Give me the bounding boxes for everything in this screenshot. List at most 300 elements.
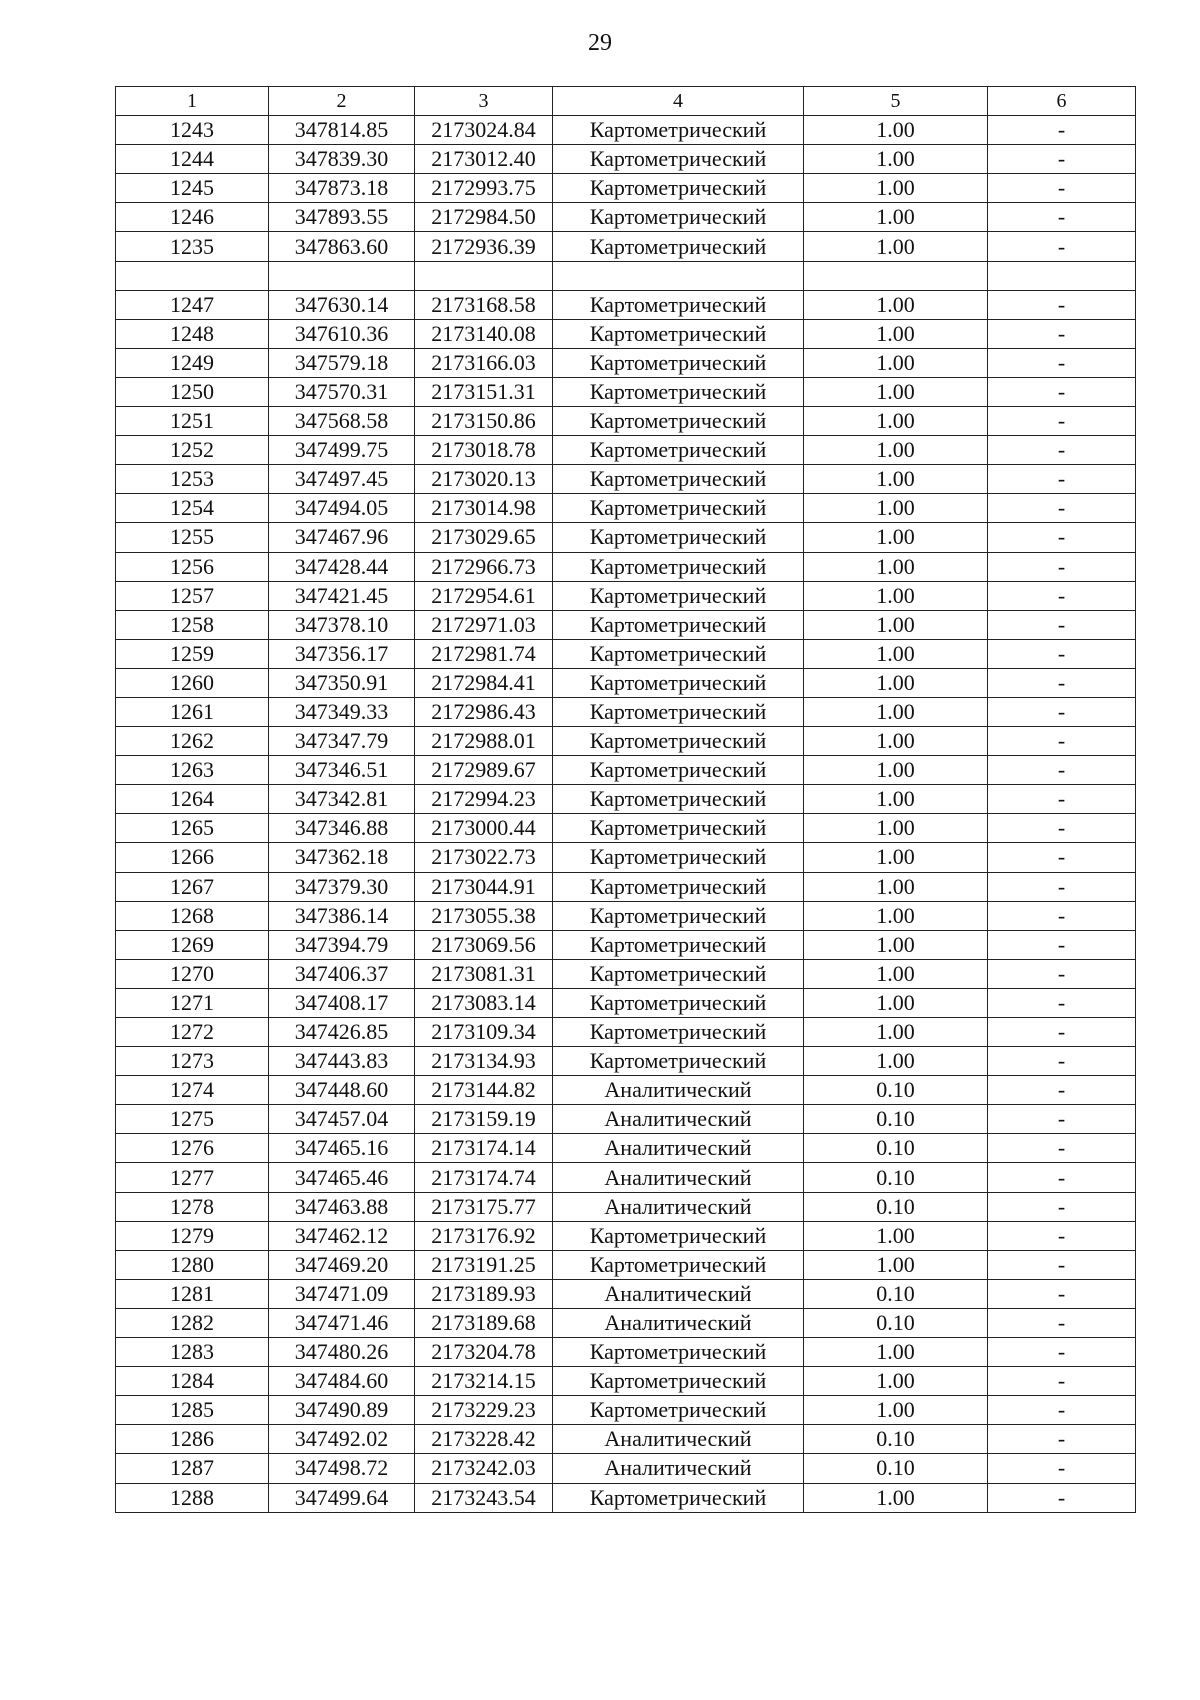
point-number-cell: 1277 [116, 1163, 269, 1192]
x-coordinate-cell: 347492.02 [269, 1425, 415, 1454]
table-row [116, 1076, 1136, 1105]
method-cell: Картометрический [553, 174, 804, 203]
accuracy-cell: 1.00 [804, 581, 988, 610]
accuracy-cell: 1.00 [804, 1483, 988, 1512]
method-cell: Картометрический [553, 465, 804, 494]
x-coordinate-cell: 347630.14 [269, 290, 415, 319]
accuracy-cell: 0.10 [804, 1425, 988, 1454]
y-coordinate-cell: 2173242.03 [415, 1454, 553, 1483]
note-cell: - [988, 901, 1136, 930]
y-coordinate-cell: 2172989.67 [415, 756, 553, 785]
accuracy-cell [804, 261, 988, 290]
x-coordinate-cell: 347421.45 [269, 581, 415, 610]
table-row [116, 552, 1136, 581]
coordinates-table [115, 86, 1136, 1513]
point-number-cell: 1275 [116, 1105, 269, 1134]
method-cell: Картометрический [553, 988, 804, 1017]
note-cell: - [988, 145, 1136, 174]
accuracy-cell: 1.00 [804, 465, 988, 494]
x-coordinate-cell: 347443.83 [269, 1047, 415, 1076]
method-cell: Картометрический [553, 668, 804, 697]
accuracy-cell: 0.10 [804, 1454, 988, 1483]
x-coordinate-cell: 347462.12 [269, 1221, 415, 1250]
x-coordinate-cell: 347579.18 [269, 348, 415, 377]
table-row [116, 1367, 1136, 1396]
method-cell: Картометрический [553, 552, 804, 581]
point-number-cell: 1249 [116, 348, 269, 377]
method-cell: Картометрический [553, 610, 804, 639]
table-row [116, 261, 1136, 290]
method-cell: Картометрический [553, 1367, 804, 1396]
note-cell: - [988, 232, 1136, 261]
note-cell: - [988, 697, 1136, 726]
method-cell: Картометрический [553, 348, 804, 377]
x-coordinate-cell: 347499.64 [269, 1483, 415, 1512]
note-cell: - [988, 1134, 1136, 1163]
accuracy-cell: 1.00 [804, 232, 988, 261]
point-number-cell: 1245 [116, 174, 269, 203]
note-cell: - [988, 494, 1136, 523]
x-coordinate-cell: 347350.91 [269, 668, 415, 697]
table-row [116, 959, 1136, 988]
accuracy-cell: 1.00 [804, 1367, 988, 1396]
point-number-cell: 1283 [116, 1338, 269, 1367]
note-cell: - [988, 1367, 1136, 1396]
method-cell: Картометрический [553, 494, 804, 523]
accuracy-cell: 1.00 [804, 988, 988, 1017]
y-coordinate-cell: 2173243.54 [415, 1483, 553, 1512]
point-number-cell: 1266 [116, 843, 269, 872]
x-coordinate-cell: 347490.89 [269, 1396, 415, 1425]
x-coordinate-cell: 347471.09 [269, 1279, 415, 1308]
method-cell: Картометрический [553, 203, 804, 232]
y-coordinate-cell: 2173029.65 [415, 523, 553, 552]
point-number-cell: 1285 [116, 1396, 269, 1425]
note-cell: - [988, 1425, 1136, 1454]
point-number-cell: 1264 [116, 785, 269, 814]
table-row [116, 377, 1136, 406]
x-coordinate-cell: 347426.85 [269, 1018, 415, 1047]
page-number: 29 [588, 30, 612, 56]
y-coordinate-cell: 2173000.44 [415, 814, 553, 843]
method-cell: Картометрический [553, 1396, 804, 1425]
x-coordinate-cell: 347448.60 [269, 1076, 415, 1105]
y-coordinate-cell: 2172984.50 [415, 203, 553, 232]
table-row [116, 610, 1136, 639]
accuracy-cell: 1.00 [804, 872, 988, 901]
method-cell: Картометрический [553, 872, 804, 901]
table-row [116, 290, 1136, 319]
method-cell: Аналитический [553, 1105, 804, 1134]
accuracy-cell: 1.00 [804, 843, 988, 872]
method-cell: Картометрический [553, 1338, 804, 1367]
note-cell: - [988, 756, 1136, 785]
point-number-cell: 1284 [116, 1367, 269, 1396]
table-row [116, 1192, 1136, 1221]
table-row [116, 1425, 1136, 1454]
note-cell: - [988, 1308, 1136, 1337]
table-row [116, 1483, 1136, 1512]
accuracy-cell: 1.00 [804, 668, 988, 697]
note-cell: - [988, 1076, 1136, 1105]
point-number-cell: 1250 [116, 377, 269, 406]
y-coordinate-cell: 2173191.25 [415, 1250, 553, 1279]
point-number-cell: 1282 [116, 1308, 269, 1337]
y-coordinate-cell: 2173174.14 [415, 1134, 553, 1163]
table-row [116, 785, 1136, 814]
accuracy-cell: 1.00 [804, 523, 988, 552]
table-row [116, 930, 1136, 959]
x-coordinate-cell: 347378.10 [269, 610, 415, 639]
x-coordinate-cell: 347873.18 [269, 174, 415, 203]
accuracy-cell: 1.00 [804, 959, 988, 988]
point-number-cell: 1286 [116, 1425, 269, 1454]
y-coordinate-cell: 2172966.73 [415, 552, 553, 581]
table-row [116, 116, 1136, 145]
note-cell: - [988, 1105, 1136, 1134]
accuracy-cell: 1.00 [804, 552, 988, 581]
x-coordinate-cell: 347497.45 [269, 465, 415, 494]
x-coordinate-cell: 347349.33 [269, 697, 415, 726]
note-cell: - [988, 1483, 1136, 1512]
x-coordinate-cell: 347814.85 [269, 116, 415, 145]
accuracy-cell: 0.10 [804, 1076, 988, 1105]
table-row [116, 668, 1136, 697]
note-cell: - [988, 1250, 1136, 1279]
note-cell: - [988, 290, 1136, 319]
y-coordinate-cell: 2173229.23 [415, 1396, 553, 1425]
x-coordinate-cell: 347379.30 [269, 872, 415, 901]
point-number-cell: 1269 [116, 930, 269, 959]
note-cell: - [988, 377, 1136, 406]
y-coordinate-cell: 2173166.03 [415, 348, 553, 377]
x-coordinate-cell: 347356.17 [269, 639, 415, 668]
note-cell: - [988, 639, 1136, 668]
point-number-cell: 1267 [116, 872, 269, 901]
table-row [116, 639, 1136, 668]
y-coordinate-cell: 2173175.77 [415, 1192, 553, 1221]
note-cell: - [988, 727, 1136, 756]
table-row [116, 319, 1136, 348]
table-row [116, 697, 1136, 726]
method-cell: Картометрический [553, 290, 804, 319]
table-row [116, 1308, 1136, 1337]
header-row [116, 87, 1136, 116]
point-number-cell: 1246 [116, 203, 269, 232]
accuracy-cell: 1.00 [804, 785, 988, 814]
x-coordinate-cell [269, 261, 415, 290]
point-number-cell: 1235 [116, 232, 269, 261]
point-number-cell: 1259 [116, 639, 269, 668]
point-number-cell: 1272 [116, 1018, 269, 1047]
header-cell-5: 5 [804, 87, 988, 116]
point-number-cell: 1280 [116, 1250, 269, 1279]
note-cell: - [988, 785, 1136, 814]
table-row [116, 407, 1136, 436]
y-coordinate-cell: 2173014.98 [415, 494, 553, 523]
table-row [116, 465, 1136, 494]
y-coordinate-cell: 2172971.03 [415, 610, 553, 639]
table-row [116, 1279, 1136, 1308]
method-cell: Картометрический [553, 756, 804, 785]
note-cell: - [988, 1018, 1136, 1047]
method-cell: Картометрический [553, 523, 804, 552]
method-cell: Картометрический [553, 581, 804, 610]
note-cell: - [988, 930, 1136, 959]
accuracy-cell: 0.10 [804, 1163, 988, 1192]
point-number-cell: 1263 [116, 756, 269, 785]
method-cell: Аналитический [553, 1076, 804, 1105]
y-coordinate-cell: 2172936.39 [415, 232, 553, 261]
x-coordinate-cell: 347469.20 [269, 1250, 415, 1279]
point-number-cell: 1276 [116, 1134, 269, 1163]
note-cell: - [988, 1396, 1136, 1425]
y-coordinate-cell: 2173069.56 [415, 930, 553, 959]
table-row [116, 901, 1136, 930]
table-row [116, 1338, 1136, 1367]
y-coordinate-cell: 2173174.74 [415, 1163, 553, 1192]
y-coordinate-cell: 2173159.19 [415, 1105, 553, 1134]
x-coordinate-cell: 347499.75 [269, 436, 415, 465]
method-cell: Картометрический [553, 639, 804, 668]
point-number-cell: 1271 [116, 988, 269, 1017]
method-cell: Аналитический [553, 1134, 804, 1163]
table-row [116, 1454, 1136, 1483]
table-row [116, 174, 1136, 203]
y-coordinate-cell: 2173109.34 [415, 1018, 553, 1047]
y-coordinate-cell: 2173012.40 [415, 145, 553, 174]
table-row [116, 145, 1136, 174]
accuracy-cell: 1.00 [804, 377, 988, 406]
y-coordinate-cell: 2173189.68 [415, 1308, 553, 1337]
note-cell: - [988, 872, 1136, 901]
method-cell: Картометрический [553, 1221, 804, 1250]
x-coordinate-cell: 347457.04 [269, 1105, 415, 1134]
x-coordinate-cell: 347471.46 [269, 1308, 415, 1337]
note-cell: - [988, 610, 1136, 639]
note-cell: - [988, 174, 1136, 203]
note-cell: - [988, 1454, 1136, 1483]
point-number-cell: 1261 [116, 697, 269, 726]
note-cell: - [988, 203, 1136, 232]
accuracy-cell: 1.00 [804, 930, 988, 959]
method-cell: Картометрический [553, 319, 804, 348]
y-coordinate-cell: 2173151.31 [415, 377, 553, 406]
method-cell: Картометрический [553, 785, 804, 814]
y-coordinate-cell: 2173150.86 [415, 407, 553, 436]
note-cell: - [988, 988, 1136, 1017]
y-coordinate-cell: 2173134.93 [415, 1047, 553, 1076]
y-coordinate-cell: 2172984.41 [415, 668, 553, 697]
y-coordinate-cell: 2173144.82 [415, 1076, 553, 1105]
x-coordinate-cell: 347346.88 [269, 814, 415, 843]
point-number-cell: 1268 [116, 901, 269, 930]
note-cell: - [988, 348, 1136, 377]
header-cell-4: 4 [553, 87, 804, 116]
accuracy-cell: 1.00 [804, 756, 988, 785]
point-number-cell: 1287 [116, 1454, 269, 1483]
x-coordinate-cell: 347463.88 [269, 1192, 415, 1221]
method-cell: Картометрический [553, 232, 804, 261]
y-coordinate-cell: 2173083.14 [415, 988, 553, 1017]
table-row [116, 523, 1136, 552]
y-coordinate-cell [415, 261, 553, 290]
table-row [116, 1134, 1136, 1163]
x-coordinate-cell: 347362.18 [269, 843, 415, 872]
method-cell [553, 261, 804, 290]
x-coordinate-cell: 347610.36 [269, 319, 415, 348]
x-coordinate-cell: 347346.51 [269, 756, 415, 785]
x-coordinate-cell: 347893.55 [269, 203, 415, 232]
point-number-cell: 1270 [116, 959, 269, 988]
point-number-cell: 1252 [116, 436, 269, 465]
method-cell: Картометрический [553, 843, 804, 872]
y-coordinate-cell: 2173140.08 [415, 319, 553, 348]
y-coordinate-cell: 2173055.38 [415, 901, 553, 930]
header-cell-6: 6 [988, 87, 1136, 116]
y-coordinate-cell: 2172981.74 [415, 639, 553, 668]
accuracy-cell: 1.00 [804, 697, 988, 726]
accuracy-cell: 1.00 [804, 610, 988, 639]
accuracy-cell: 1.00 [804, 290, 988, 319]
x-coordinate-cell: 347342.81 [269, 785, 415, 814]
point-number-cell: 1253 [116, 465, 269, 494]
note-cell: - [988, 116, 1136, 145]
method-cell: Аналитический [553, 1279, 804, 1308]
accuracy-cell: 1.00 [804, 1221, 988, 1250]
accuracy-cell: 1.00 [804, 348, 988, 377]
x-coordinate-cell: 347394.79 [269, 930, 415, 959]
table-row [116, 1250, 1136, 1279]
point-number-cell: 1288 [116, 1483, 269, 1512]
accuracy-cell: 1.00 [804, 1018, 988, 1047]
accuracy-cell: 1.00 [804, 1250, 988, 1279]
x-coordinate-cell: 347863.60 [269, 232, 415, 261]
method-cell: Картометрический [553, 1250, 804, 1279]
point-number-cell: 1262 [116, 727, 269, 756]
point-number-cell: 1273 [116, 1047, 269, 1076]
note-cell: - [988, 1279, 1136, 1308]
y-coordinate-cell: 2173176.92 [415, 1221, 553, 1250]
method-cell: Картометрический [553, 1047, 804, 1076]
x-coordinate-cell: 347570.31 [269, 377, 415, 406]
header-cell-3: 3 [415, 87, 553, 116]
method-cell: Аналитический [553, 1192, 804, 1221]
point-number-cell: 1251 [116, 407, 269, 436]
point-number-cell: 1256 [116, 552, 269, 581]
point-number-cell: 1257 [116, 581, 269, 610]
x-coordinate-cell: 347386.14 [269, 901, 415, 930]
accuracy-cell: 1.00 [804, 145, 988, 174]
point-number-cell: 1248 [116, 319, 269, 348]
table-row [116, 232, 1136, 261]
note-cell: - [988, 319, 1136, 348]
table-row [116, 436, 1136, 465]
table-row [116, 756, 1136, 785]
note-cell: - [988, 1047, 1136, 1076]
method-cell: Картометрический [553, 377, 804, 406]
note-cell: - [988, 465, 1136, 494]
y-coordinate-cell: 2172986.43 [415, 697, 553, 726]
method-cell: Картометрический [553, 930, 804, 959]
note-cell: - [988, 407, 1136, 436]
method-cell: Картометрический [553, 1483, 804, 1512]
accuracy-cell: 1.00 [804, 494, 988, 523]
method-cell: Аналитический [553, 1308, 804, 1337]
table-row [116, 581, 1136, 610]
note-cell: - [988, 814, 1136, 843]
accuracy-cell: 0.10 [804, 1192, 988, 1221]
point-number-cell: 1279 [116, 1221, 269, 1250]
accuracy-cell: 1.00 [804, 174, 988, 203]
point-number-cell: 1254 [116, 494, 269, 523]
accuracy-cell: 1.00 [804, 1396, 988, 1425]
accuracy-cell: 0.10 [804, 1105, 988, 1134]
x-coordinate-cell: 347347.79 [269, 727, 415, 756]
header-cell-1: 1 [116, 87, 269, 116]
accuracy-cell: 0.10 [804, 1308, 988, 1337]
table-row [116, 1163, 1136, 1192]
y-coordinate-cell: 2172994.23 [415, 785, 553, 814]
table-row [116, 872, 1136, 901]
accuracy-cell: 1.00 [804, 1047, 988, 1076]
table-body [116, 116, 1136, 1513]
accuracy-cell: 1.00 [804, 901, 988, 930]
point-number-cell: 1247 [116, 290, 269, 319]
y-coordinate-cell: 2172954.61 [415, 581, 553, 610]
method-cell: Аналитический [553, 1163, 804, 1192]
accuracy-cell: 1.00 [804, 1338, 988, 1367]
note-cell: - [988, 552, 1136, 581]
method-cell: Аналитический [553, 1425, 804, 1454]
accuracy-cell: 1.00 [804, 407, 988, 436]
table-header [116, 87, 1136, 116]
y-coordinate-cell: 2173189.93 [415, 1279, 553, 1308]
x-coordinate-cell: 347465.16 [269, 1134, 415, 1163]
point-number-cell [116, 261, 269, 290]
method-cell: Картометрический [553, 1018, 804, 1047]
table-row [116, 814, 1136, 843]
point-number-cell: 1243 [116, 116, 269, 145]
x-coordinate-cell: 347498.72 [269, 1454, 415, 1483]
method-cell: Картометрический [553, 145, 804, 174]
note-cell: - [988, 843, 1136, 872]
table-row [116, 988, 1136, 1017]
accuracy-cell: 1.00 [804, 203, 988, 232]
y-coordinate-cell: 2173044.91 [415, 872, 553, 901]
method-cell: Картометрический [553, 436, 804, 465]
x-coordinate-cell: 347408.17 [269, 988, 415, 1017]
point-number-cell: 1258 [116, 610, 269, 639]
table-row [116, 727, 1136, 756]
x-coordinate-cell: 347467.96 [269, 523, 415, 552]
method-cell: Картометрический [553, 901, 804, 930]
table-row [116, 1047, 1136, 1076]
point-number-cell: 1265 [116, 814, 269, 843]
y-coordinate-cell: 2173024.84 [415, 116, 553, 145]
y-coordinate-cell: 2172988.01 [415, 727, 553, 756]
point-number-cell: 1274 [116, 1076, 269, 1105]
y-coordinate-cell: 2172993.75 [415, 174, 553, 203]
y-coordinate-cell: 2173020.13 [415, 465, 553, 494]
point-number-cell: 1244 [116, 145, 269, 174]
x-coordinate-cell: 347428.44 [269, 552, 415, 581]
table-row [116, 1396, 1136, 1425]
note-cell: - [988, 1163, 1136, 1192]
y-coordinate-cell: 2173168.58 [415, 290, 553, 319]
method-cell: Аналитический [553, 1454, 804, 1483]
y-coordinate-cell: 2173018.78 [415, 436, 553, 465]
